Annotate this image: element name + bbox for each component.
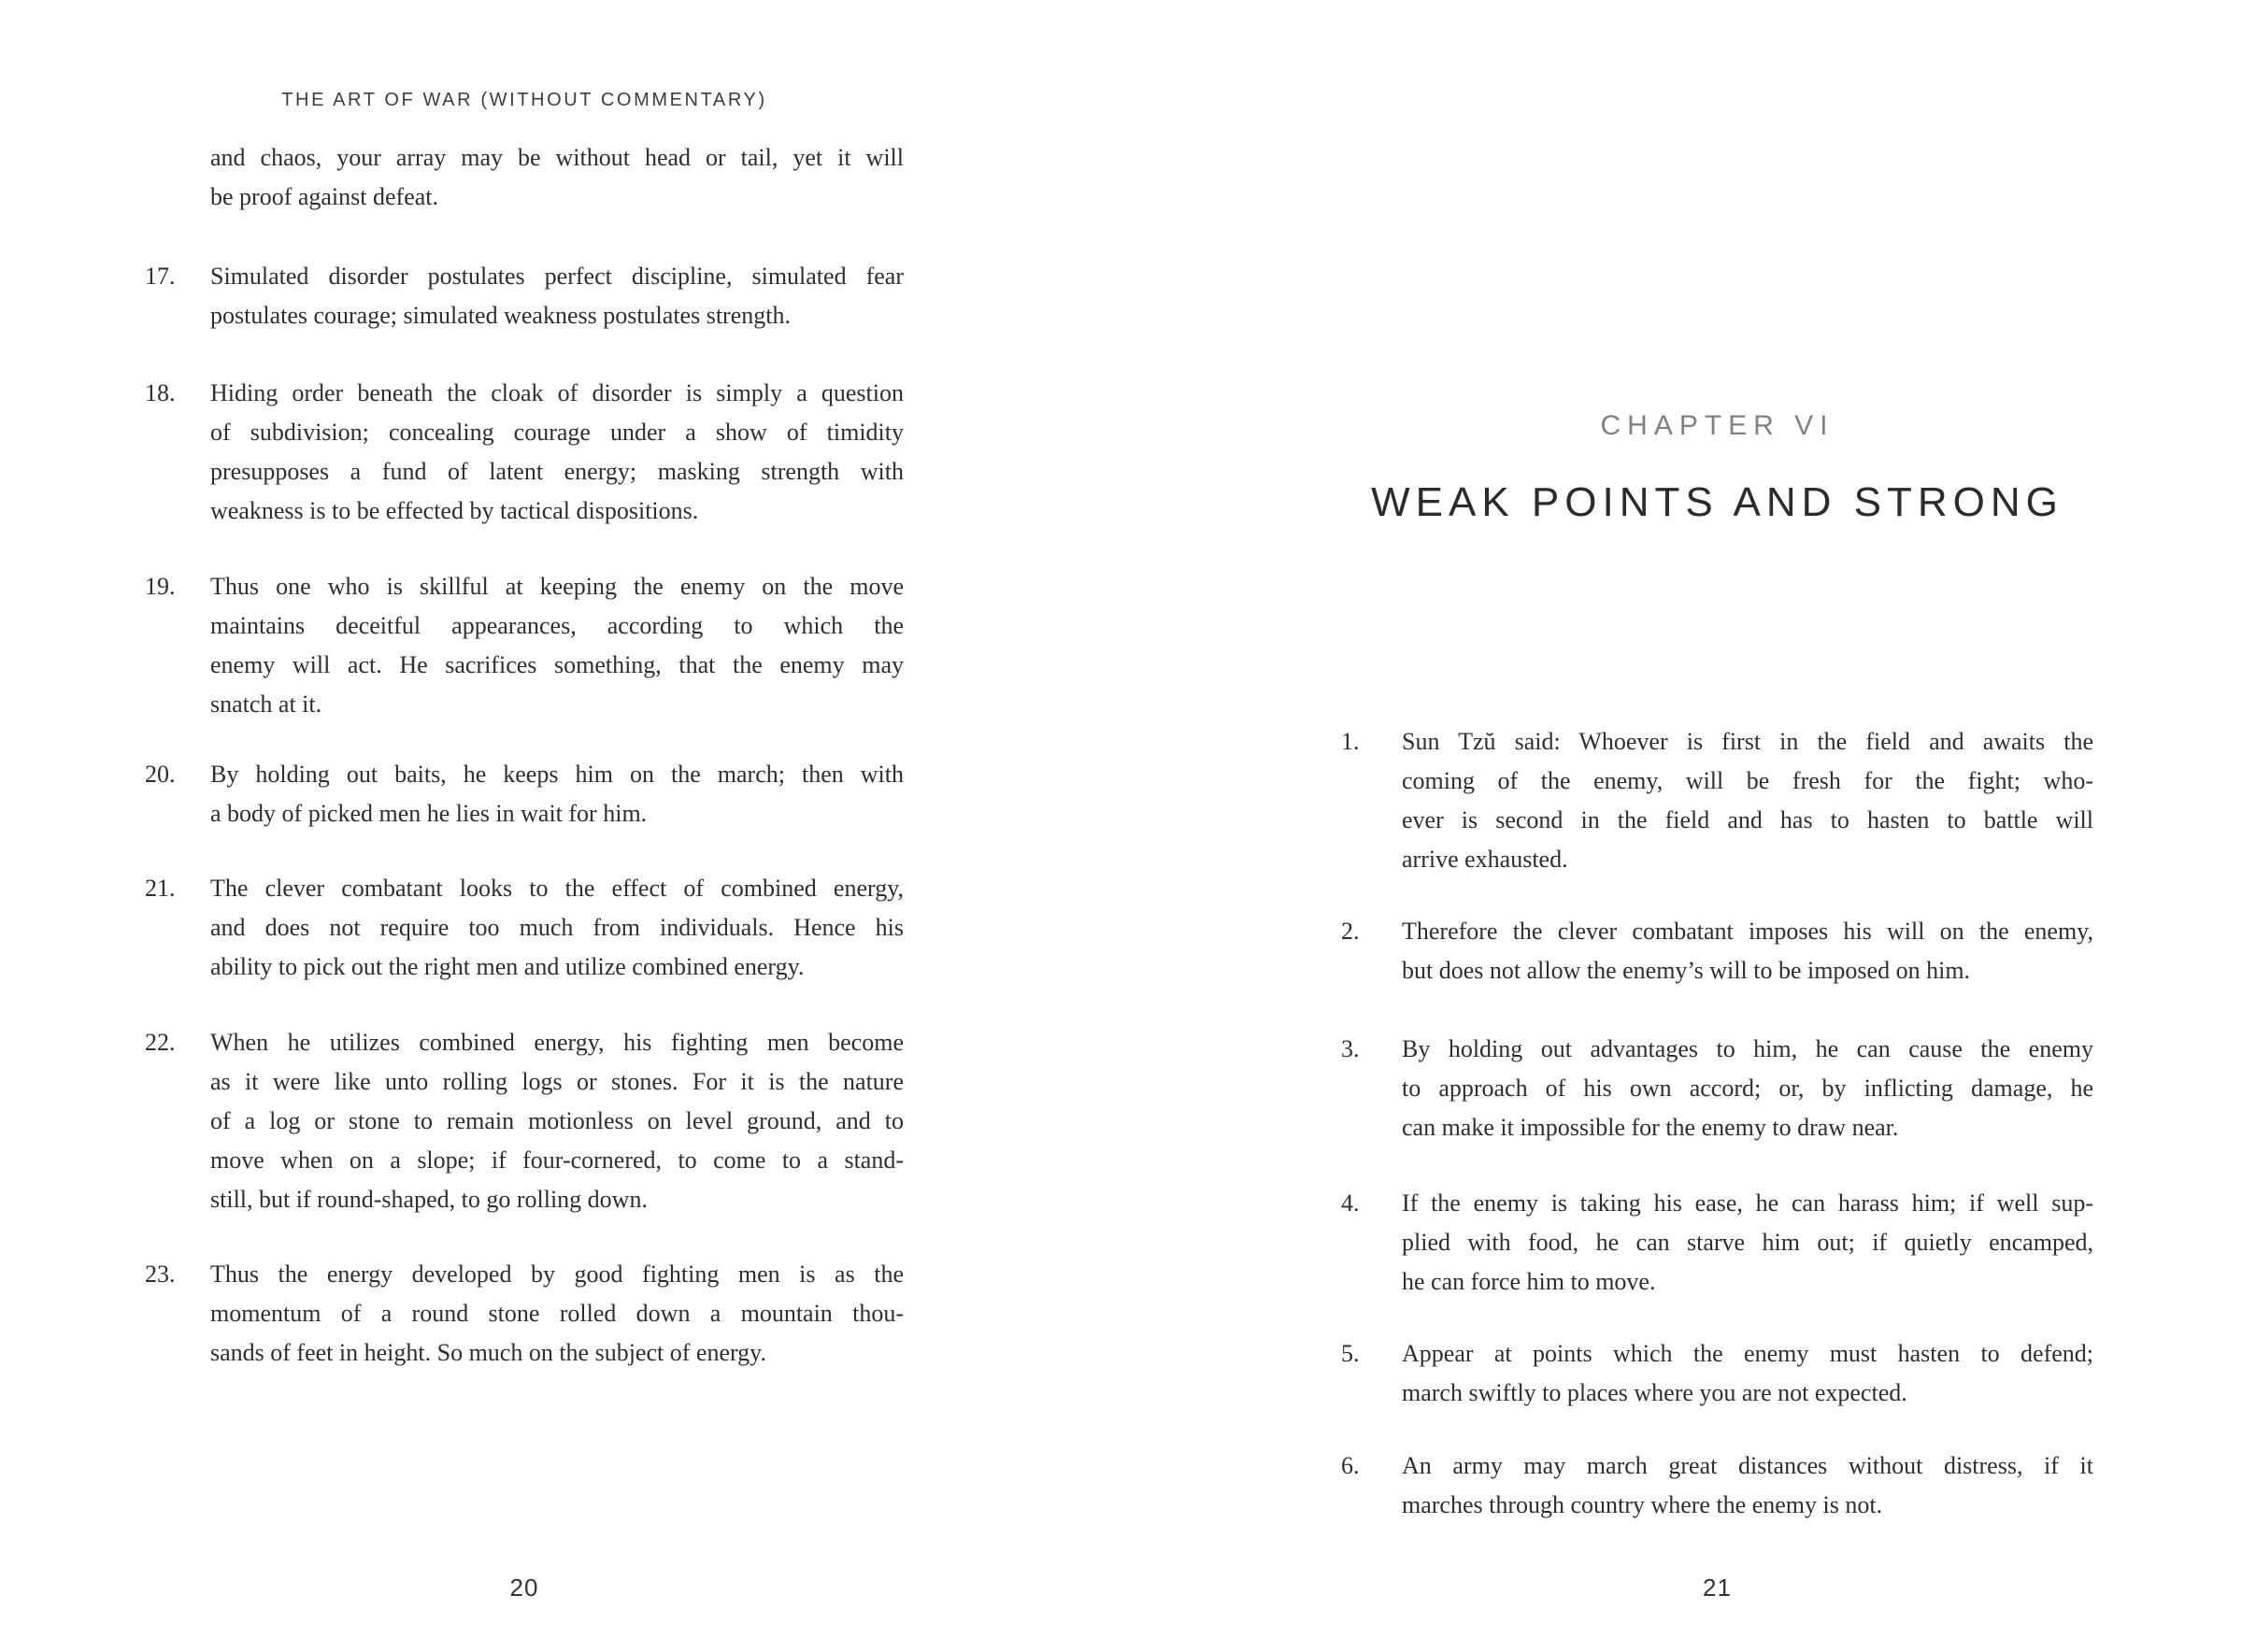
text-line: still, but if round-shaped, to go rolling down.: [210, 1186, 648, 1213]
text-line: momentum of a round stone rolled down a mountain thou-: [210, 1300, 904, 1327]
paragraph-4: [1341, 1184, 2093, 1302]
text-line: Hiding order beneath the cloak of disorder is simply a question: [210, 379, 904, 406]
item-number: 2.: [1341, 918, 1360, 945]
paragraph-continuation: [145, 138, 904, 217]
text-line: Thus one who is skillful at keeping the enemy on the move: [210, 573, 904, 600]
text-line: When he utilizes combined energy, his fighting men become: [210, 1029, 904, 1056]
item-number: 18.: [145, 379, 176, 406]
item-number: 6.: [1341, 1452, 1360, 1479]
text-line: snatch at it.: [210, 691, 322, 718]
text-line: arrive exhausted.: [1402, 846, 1568, 873]
item-number: 22.: [145, 1029, 176, 1056]
page-number-left: 20: [509, 1574, 539, 1602]
text-line: presupposes a fund of latent energy; masking strength with: [210, 458, 904, 485]
paragraph-21: [145, 869, 904, 987]
text-line: but does not allow the enemy’s will to be imposed on him.: [1402, 957, 1971, 984]
item-number: 5.: [1341, 1340, 1360, 1367]
paragraph-1: [1341, 722, 2093, 879]
text-line: of subdivision; concealing courage under a show of timidity: [210, 419, 904, 446]
text-line: plied with food, he can starve him out; if quietly encamped,: [1402, 1229, 2093, 1256]
text-line: Therefore the clever combatant imposes his will on the enemy,: [1402, 918, 2093, 945]
text-line: as it were like unto rolling logs or stones. For it is the nature: [210, 1068, 904, 1095]
text-line: a body of picked men he lies in wait for him.: [210, 800, 648, 827]
text-line: enemy will act. He sacrifices something, that the enemy may: [210, 651, 904, 678]
paragraph-18: [145, 374, 904, 531]
text-line: can make it impossible for the enemy to draw near.: [1402, 1114, 1899, 1141]
text-line: By holding out baits, he keeps him on the march; then with: [210, 761, 904, 788]
item-number: 20.: [145, 761, 176, 788]
text-line: By holding out advantages to him, he can cause the enemy: [1402, 1035, 2093, 1062]
text-line: to approach of his own accord; or, by inflicting damage, he: [1402, 1075, 2093, 1102]
item-number: 21.: [145, 875, 176, 902]
text-line: weakness is to be effected by tactical dispositions.: [210, 497, 699, 524]
text-line: Appear at points which the enemy must hasten to defend;: [1402, 1340, 2093, 1367]
paragraph-3: [1341, 1030, 2093, 1147]
text-line: sands of feet in height. So much on the subject of energy.: [210, 1339, 766, 1366]
paragraph-2: [1341, 912, 2093, 990]
item-number: 19.: [145, 573, 176, 600]
text-line: An army may march great distances without distress, if it: [1402, 1452, 2093, 1479]
text-line: coming of the enemy, will be fresh for the fight; who-: [1402, 767, 2093, 794]
paragraph-19: [145, 567, 904, 724]
text-line: Sun Tzŭ said: Whoever is first in the field and awaits the: [1402, 728, 2093, 755]
item-number: 3.: [1341, 1035, 1360, 1062]
text-line: If the enemy is taking his ease, he can harass him; if well sup-: [1402, 1189, 2093, 1217]
text-line: of a log or stone to remain motionless on level ground, and to: [210, 1107, 904, 1134]
chapter-label: CHAPTER VI: [1600, 410, 1835, 441]
paragraph-5: [1341, 1334, 2093, 1413]
text-line: move when on a slope; if four-cornered, to come to a stand-: [210, 1146, 904, 1174]
text-line: he can force him to move.: [1402, 1268, 1656, 1295]
text-line: march swiftly to places where you are not expected.: [1402, 1379, 1907, 1406]
text-line: The clever combatant looks to the effect of combined energy,: [210, 875, 904, 902]
book-page-left: [145, 0, 904, 1652]
text-line: ever is second in the field and has to hasten to battle will: [1402, 806, 2093, 833]
paragraph-22: [145, 1023, 904, 1219]
item-number: 17.: [145, 263, 176, 290]
text-line: postulates courage; simulated weakness postulates strength.: [210, 302, 791, 329]
book-page-right: [1341, 0, 2093, 1652]
paragraph-20: [145, 755, 904, 833]
text-line: Simulated disorder postulates perfect discipline, simulated fear: [210, 263, 904, 290]
paragraph-23: [145, 1255, 904, 1373]
text-line: marches through country where the enemy is not.: [1402, 1491, 1883, 1518]
text-line: and chaos, your array may be without head or tail, yet it will: [210, 144, 904, 171]
paragraph-6: [1341, 1446, 2093, 1525]
item-number: 4.: [1341, 1189, 1360, 1217]
item-number: 23.: [145, 1260, 176, 1288]
text-line: maintains deceitful appearances, according to which the: [210, 612, 904, 639]
running-head: THE ART OF WAR (WITHOUT COMMENTARY): [281, 90, 767, 110]
chapter-title: WEAK POINTS AND STRONG: [1371, 479, 2063, 525]
text-line: and does not require too much from individuals. Hence his: [210, 914, 904, 941]
paragraph-17: [145, 257, 904, 335]
text-line: ability to pick out the right men and utilize combined energy.: [210, 953, 805, 980]
text-line: Thus the energy developed by good fighting men is as the: [210, 1260, 904, 1288]
text-line: be proof against defeat.: [210, 183, 439, 210]
page-number-right: 21: [1703, 1574, 1732, 1602]
item-number: 1.: [1341, 728, 1360, 755]
